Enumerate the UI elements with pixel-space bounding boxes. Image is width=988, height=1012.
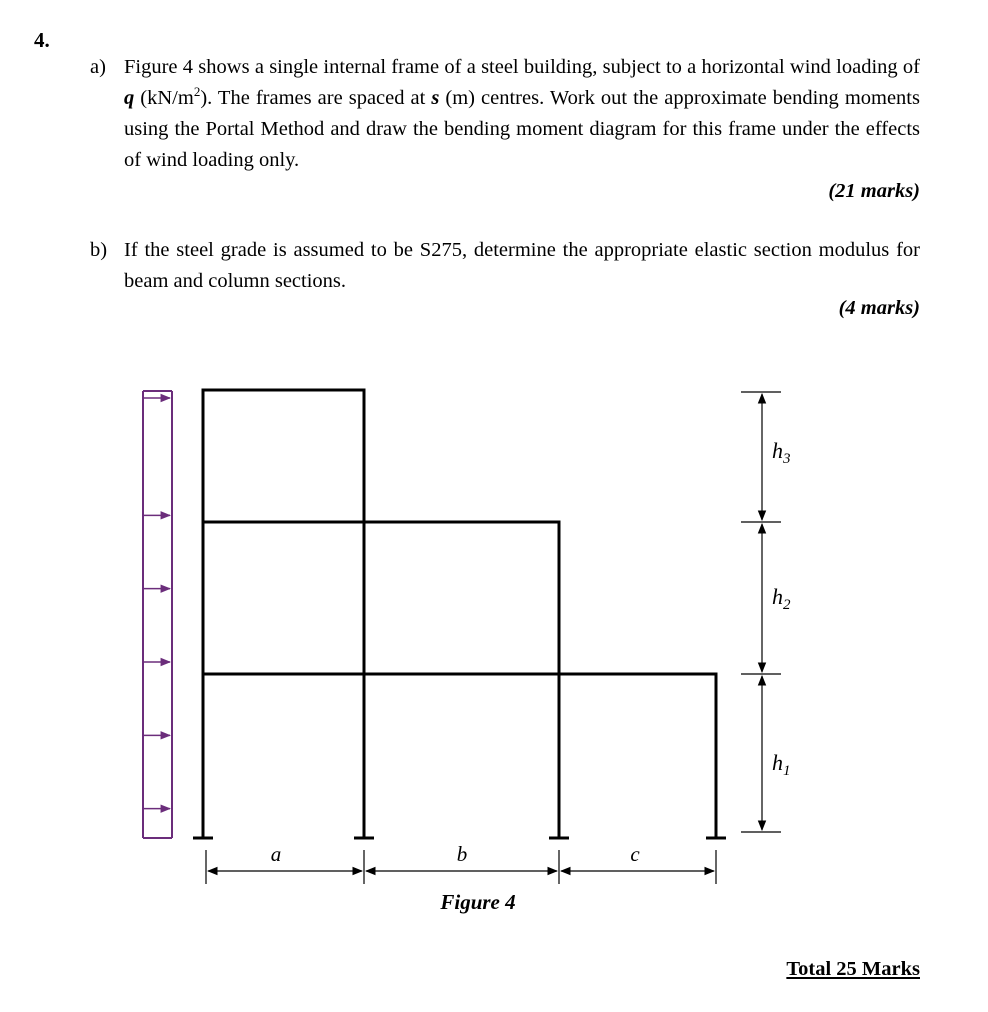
part-a-text-1: Figure 4 shows a single internal frame of a steel building, subject to a horizontal wind loading of: [124, 56, 920, 78]
part-a-text-4: (m) centres. Work out the approximate bending moments using the Portal Method and draw the bending moment diagram for this frame under the effects of wind loading only.: [124, 87, 920, 171]
part-a-label: a): [90, 56, 106, 78]
wind-arrows: [143, 398, 170, 809]
steel-frame: [203, 390, 716, 838]
part-a-marks: (21 marks): [828, 180, 920, 202]
part-b-text: If the steel grade is assumed to be S275, determine the appropriate elastic section modulus for beam and column sections.: [124, 239, 920, 292]
wind-load: [143, 391, 172, 838]
unit-superscript: 2: [193, 84, 201, 100]
symbol-s: s: [431, 87, 440, 109]
span-label-a: a: [270, 842, 282, 866]
span-label-c: c: [630, 842, 640, 866]
height-label-h1: $h_1$: [772, 750, 791, 779]
question-number: 4.: [34, 28, 50, 52]
total-marks: Total 25 Marks: [786, 958, 920, 980]
span-label-b: b: [456, 842, 468, 866]
part-b-marks: (4 marks): [838, 297, 920, 319]
figure-caption: Figure 4: [440, 890, 516, 914]
part-a-text-3: ). The frames are spaced at: [200, 87, 432, 109]
part-b-label: b): [90, 239, 108, 261]
symbol-q: q: [124, 87, 135, 109]
height-label-h2: $h_2$: [772, 584, 791, 613]
part-a-text-2: (kN/m: [134, 87, 194, 109]
height-label-h3: $h_3$: [772, 438, 791, 467]
